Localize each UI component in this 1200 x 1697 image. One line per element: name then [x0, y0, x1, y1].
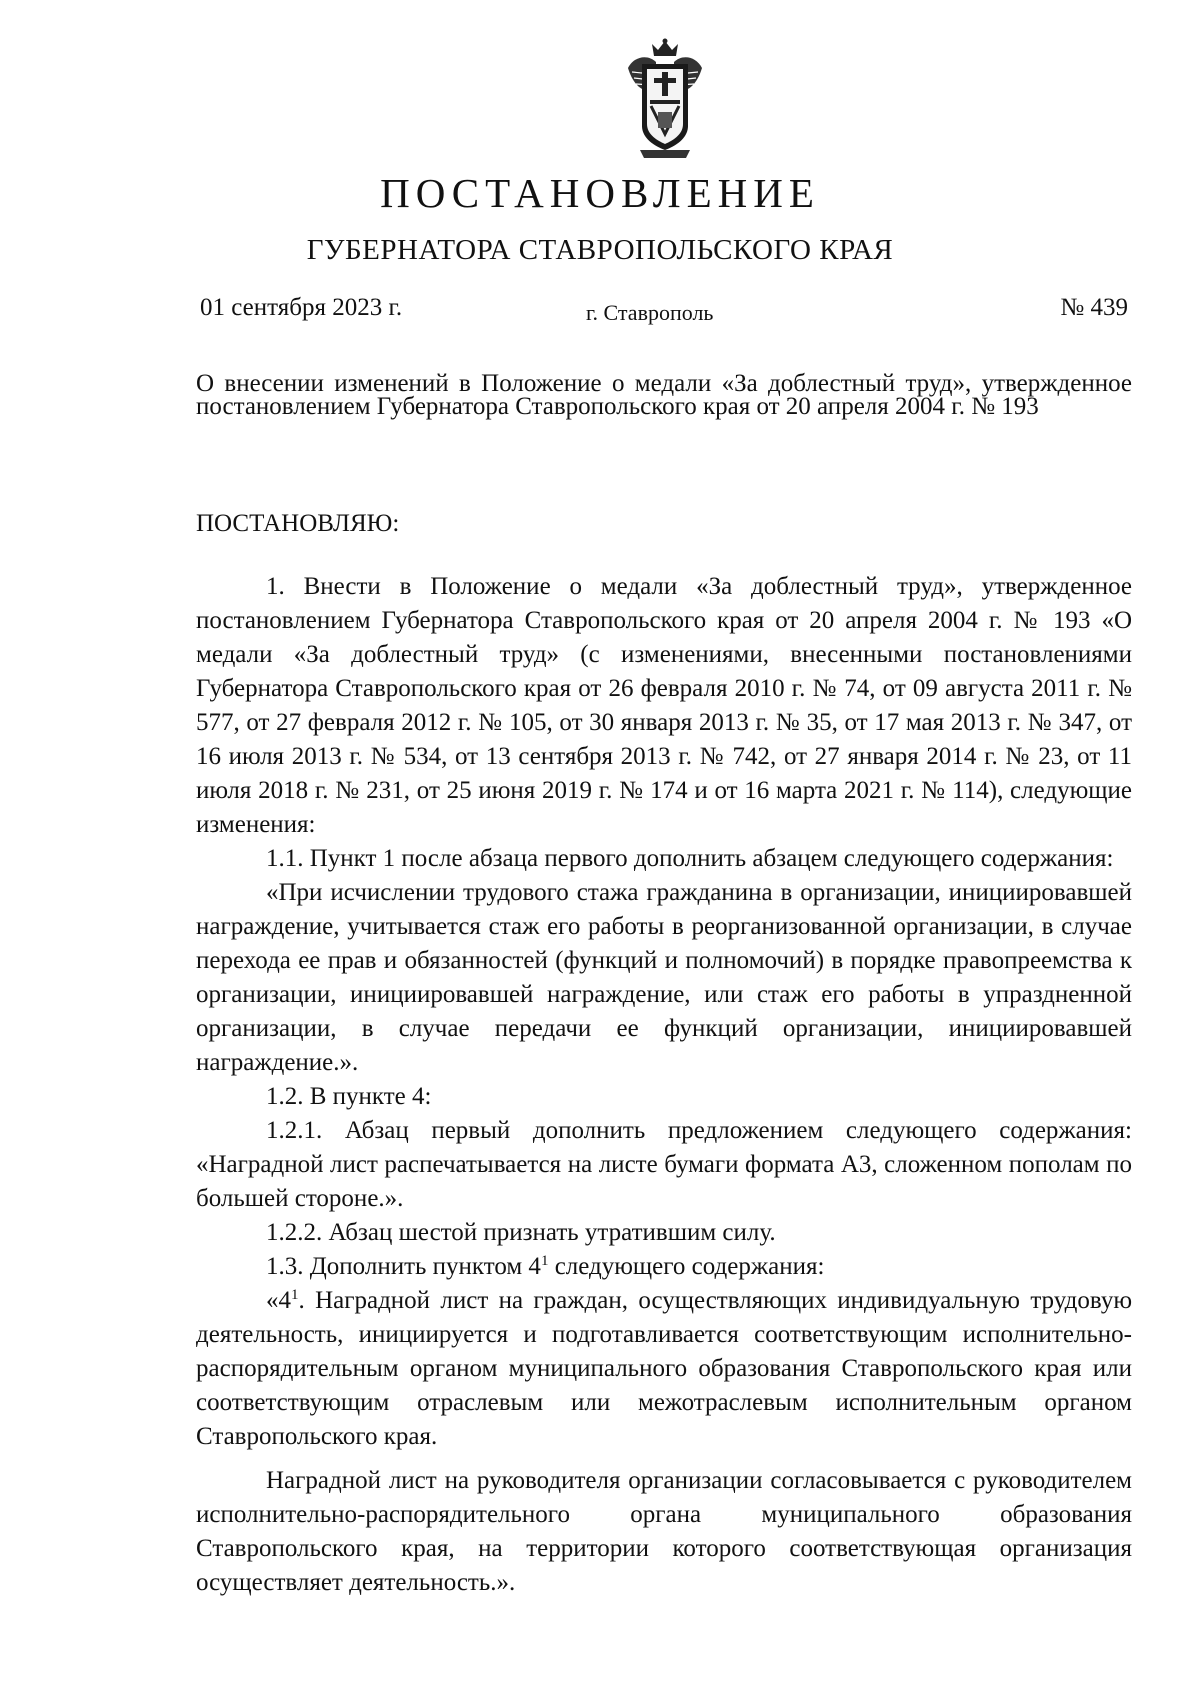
paragraph-1-3: [196, 1250, 1132, 1284]
superscript: 1: [291, 1287, 299, 1303]
paragraph-1-3-tail: следующего содержания:: [548, 1253, 825, 1280]
document-city: г. Ставрополь: [586, 300, 714, 325]
issuer-title: ГУБЕРНАТОРА СТАВРОПОЛЬСКОГО КРАЯ: [306, 234, 894, 266]
document-body: [196, 570, 1132, 1600]
paragraph-1-3-text: 1.3. Дополнить пунктом 4: [266, 1253, 541, 1280]
document-heading: О внесении изменений в Положение о медали «За доблестный труд», утвержденное постановлением Губернатора Ставропольского края от 20 апреля 2004 г. № 193: [196, 370, 1132, 420]
decree-word: ПОСТАНОВЛЯЮ:: [196, 510, 400, 537]
document-number: № 439: [1060, 294, 1128, 321]
paragraph-4-1-start: «4: [266, 1287, 291, 1314]
paragraph-1-2: 1.2. В пункте 4:: [266, 1083, 432, 1110]
paragraph-1-2-2: 1.2.2. Абзац шестой признать утратившим силу.: [266, 1219, 776, 1246]
paragraph-1: 1. Внести в Положение о медали «За доблестный труд», утвержденное постановлением Губернатора Ставропольского края от 20 апреля 2004 г. № 193 «О медали «За доблестный труд» (с изменениями, внесенными постановлениями Губернатора Ставропольского края от 26 февраля 2010 г. № 74, от 09 августа 2011 г. № 577, от 27 февраля 2012 г. № 105, от 30 января 2013 г. № 35, от 17 мая 2013 г. № 347, от 16 июля 2013 г. № 534, от 13 сентября 2013 г. № 742, от 27 января 2014 г. № 23, от 11 июля 2018 г. № 231, от 25 июня 2019 г. № 174 и от 16 марта 2021 г. № 114), следующие изменения:: [196, 573, 1132, 838]
paragraph-4-1-second: Наградной лист на руководителя организации согласовывается с руководителем исполнительно-распорядительного органа муниципального образования Ставропольского края, на территории которого соответствующая организация осуществляет деятельность.».: [196, 1467, 1132, 1596]
superscript: 1: [540, 1253, 549, 1269]
paragraph-1-2-1: 1.2.1. Абзац первый дополнить предложением следующего содержания: «Наградной лист распечатывается на листе бумаги формата А3, сложенном пополам по большей стороне.».: [196, 1117, 1132, 1212]
document-date: 01 сентября 2023 г.: [200, 294, 403, 321]
paragraph-1-1-quote: «При исчислении трудового стажа гражданина в организации, инициировавшей награждение, учитывается стаж его работы в реорганизованной организации, в случае перехода ее прав и обязанностей (функций и полномочий) в порядке правопреемства к организации, инициировавшей награждение, или стаж его работы в упраздненной организации, в случае передачи ее функций организации, инициировавшей награждение.».: [196, 879, 1132, 1076]
paragraph-4-1: [196, 1284, 1132, 1454]
paragraph-4-1-text: . Наградной лист на граждан, осуществляющих индивидуальную трудовую деятельность, инициируется и подготавливается соответствующим исполнительно-распорядительным органом муниципального образования Ставропольского края или соответствующим отраслевым или межотраслевым исполнительным органом Ставропольского края.: [196, 1287, 1132, 1450]
document-title: ПОСТАНОВЛЕНИЕ: [380, 170, 820, 216]
coat-of-arms-icon: [624, 38, 706, 160]
paragraph-1-1: 1.1. Пункт 1 после абзаца первого дополнить абзацем следующего содержания:: [266, 845, 1114, 872]
